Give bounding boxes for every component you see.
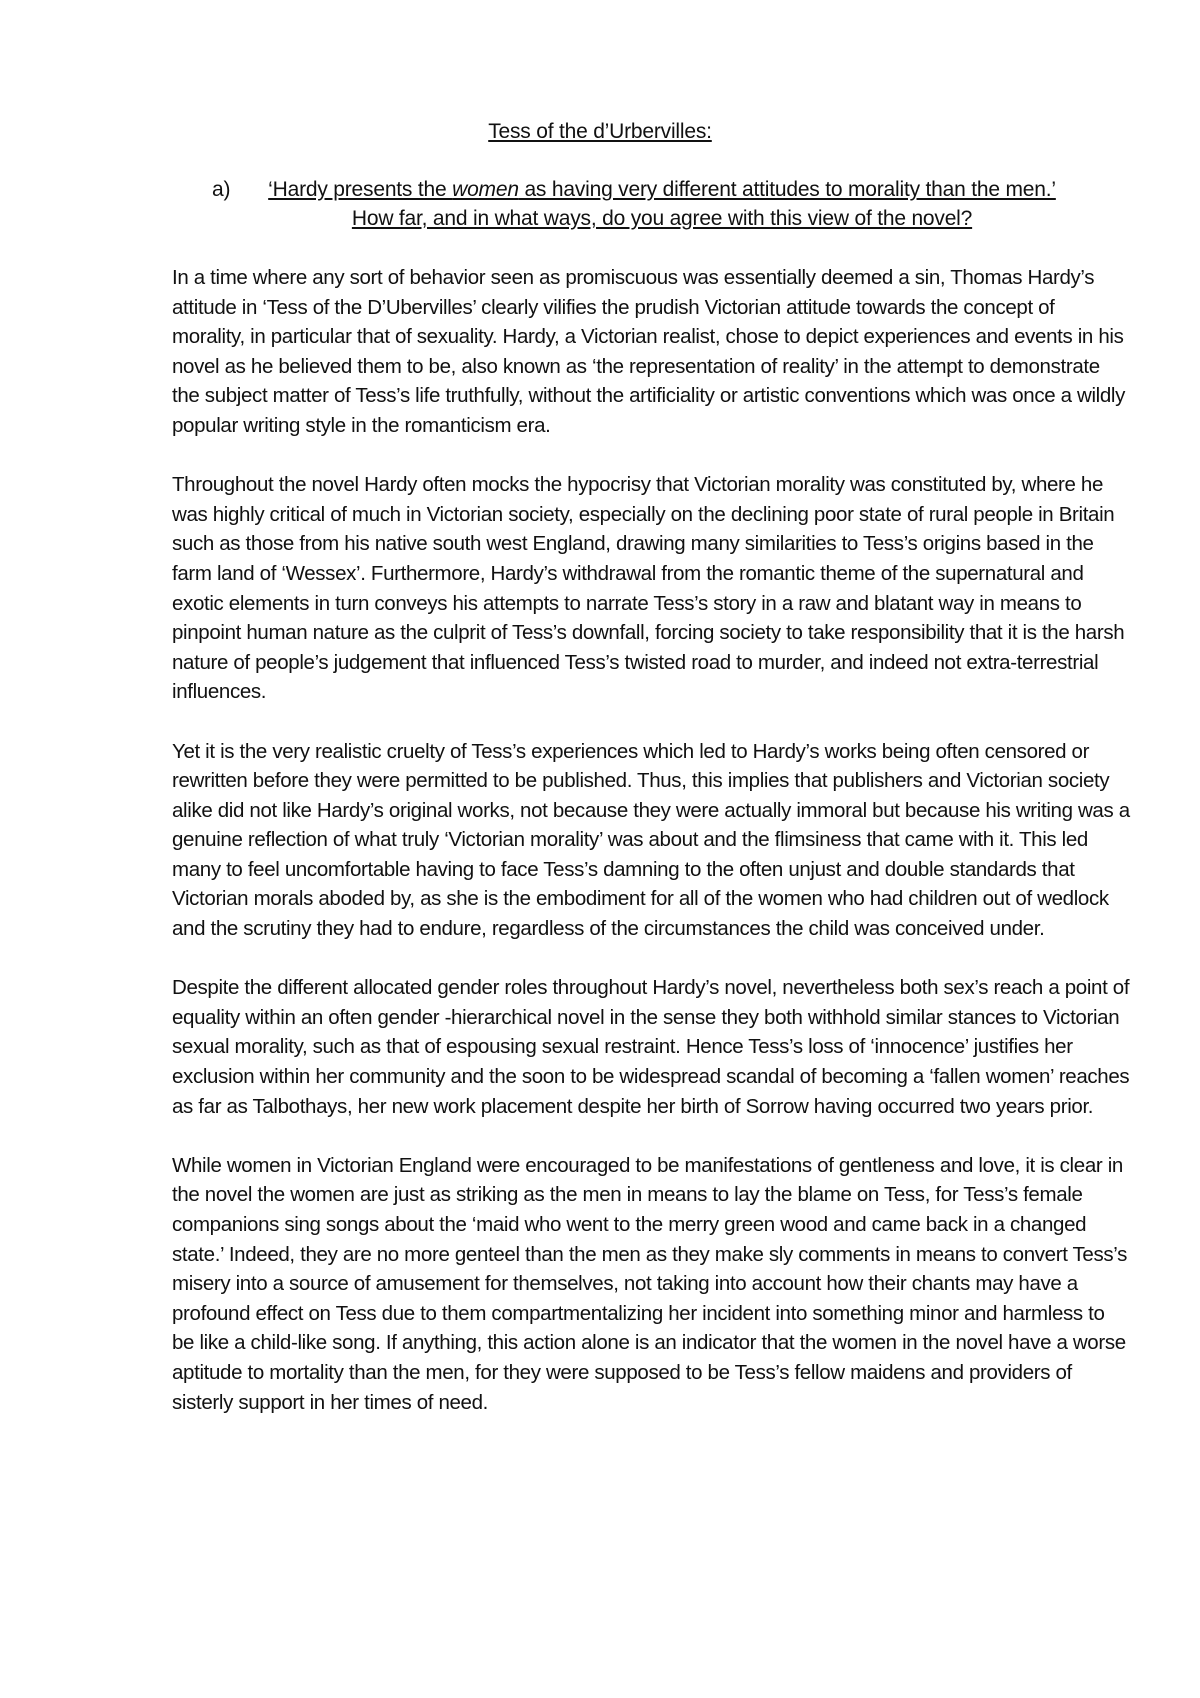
question-line-1-emphasis: women <box>452 178 519 201</box>
paragraph-2: Throughout the novel Hardy often mocks the hypocrisy that Victorian morality was constituted by, where he was highly critical of much in Victorian society, especially on the declining poor state of rural people in Britain such as those from his native south west England, drawing many similarities to Tess’s origins based in the farm land of ‘Wessex’. Furthermore, Hardy’s withdrawal from the romantic theme of the supernatural and exotic elements in turn conveys his attempts to narrate Tess’s story in a raw and blatant way in means to pinpoint human nature as the culprit of Tess’s downfall, forcing society to take responsibility that it is the harsh nature of people’s judgement that influenced Tess’s twisted road to murder, and indeed not extra-terrestrial influences. <box>172 473 1125 704</box>
question-label: a) <box>212 178 231 201</box>
question-line-1-before: ‘Hardy presents the <box>268 178 453 201</box>
essay-question <box>212 175 1092 233</box>
essay-body <box>172 263 1132 1447</box>
paragraph-4: Despite the different allocated gender roles throughout Hardy’s novel, nevertheless both sex’s reach a point of equality within an often gender -hierarchical novel in the sense they both withhold similar stances to Victorian sexual morality, such as that of espousing sexual restraint. Hence Tess’s loss of ‘innocence’ justifies her exclusion within her community and the soon to be widespread scandal of becoming a ‘fallen women’ reaches as far as Talbothays, her new work placement despite her birth of Sorrow having occurred two years prior. <box>172 976 1130 1118</box>
document-title: Tess of the d’Urbervilles: <box>488 120 712 143</box>
paragraph-3: Yet it is the very realistic cruelty of Tess’s experiences which led to Hardy’s works being often censored or rewritten before they were permitted to be published. Thus, this implies that publishers and Victorian society alike did not like Hardy’s original works, not because they were actually immoral but because his writing was a genuine reflection of what truly ‘Victorian morality’ was about and the flimsiness that came with it. This led many to feel uncomfortable having to face Tess’s damning to the often unjust and double standards that Victorian morals aboded by, as she is the embodiment for all of the women who had children out of wedlock and the scrutiny they had to endure, regardless of the circumstances the child was conceived under. <box>172 739 1130 941</box>
question-line-1-after: as having very different attitudes to morality than the men.’ <box>518 178 1056 201</box>
paragraph-1: In a time where any sort of behavior seen as promiscuous was essentially deemed a sin, Thomas Hardy’s attitude in ‘Tess of the D’Ubervilles’ clearly vilifies the prudish Victorian attitude towards the concept of morality, in particular that of sexuality. Hardy, a Victorian realist, chose to depict experiences and events in his novel as he believed them to be, also known as ‘the representation of reality’ in the attempt to demonstrate the subject matter of Tess’s life truthfully, without the artificiality or artistic conventions which was once a wildly popular writing style in the romanticism era. <box>172 266 1126 437</box>
question-line-2: How far, and in what ways, do you agree with this view of the novel? <box>351 207 973 230</box>
paragraph-5: While women in Victorian England were encouraged to be manifestations of gentleness and love, it is clear in the novel the women are just as striking as the men in means to lay the blame on Tess, for Tess’s female companions sing songs about the ‘maid who went to the merry green wood and came back in a changed state.’ Indeed, they are no more genteel than the men as they make sly comments in means to convert Tess’s misery into a source of amusement for themselves, not taking into account how their chants may have a profound effect on Tess due to them compartmentalizing her incident into something minor and harmless to be like a child-like song. If anything, this action alone is an indicator that the women in the novel have a worse aptitude to mortality than the men, for they were supposed to be Tess’s fellow maidens and providers of sisterly support in her times of need. <box>172 1153 1128 1414</box>
question-line-1 <box>212 175 1092 204</box>
